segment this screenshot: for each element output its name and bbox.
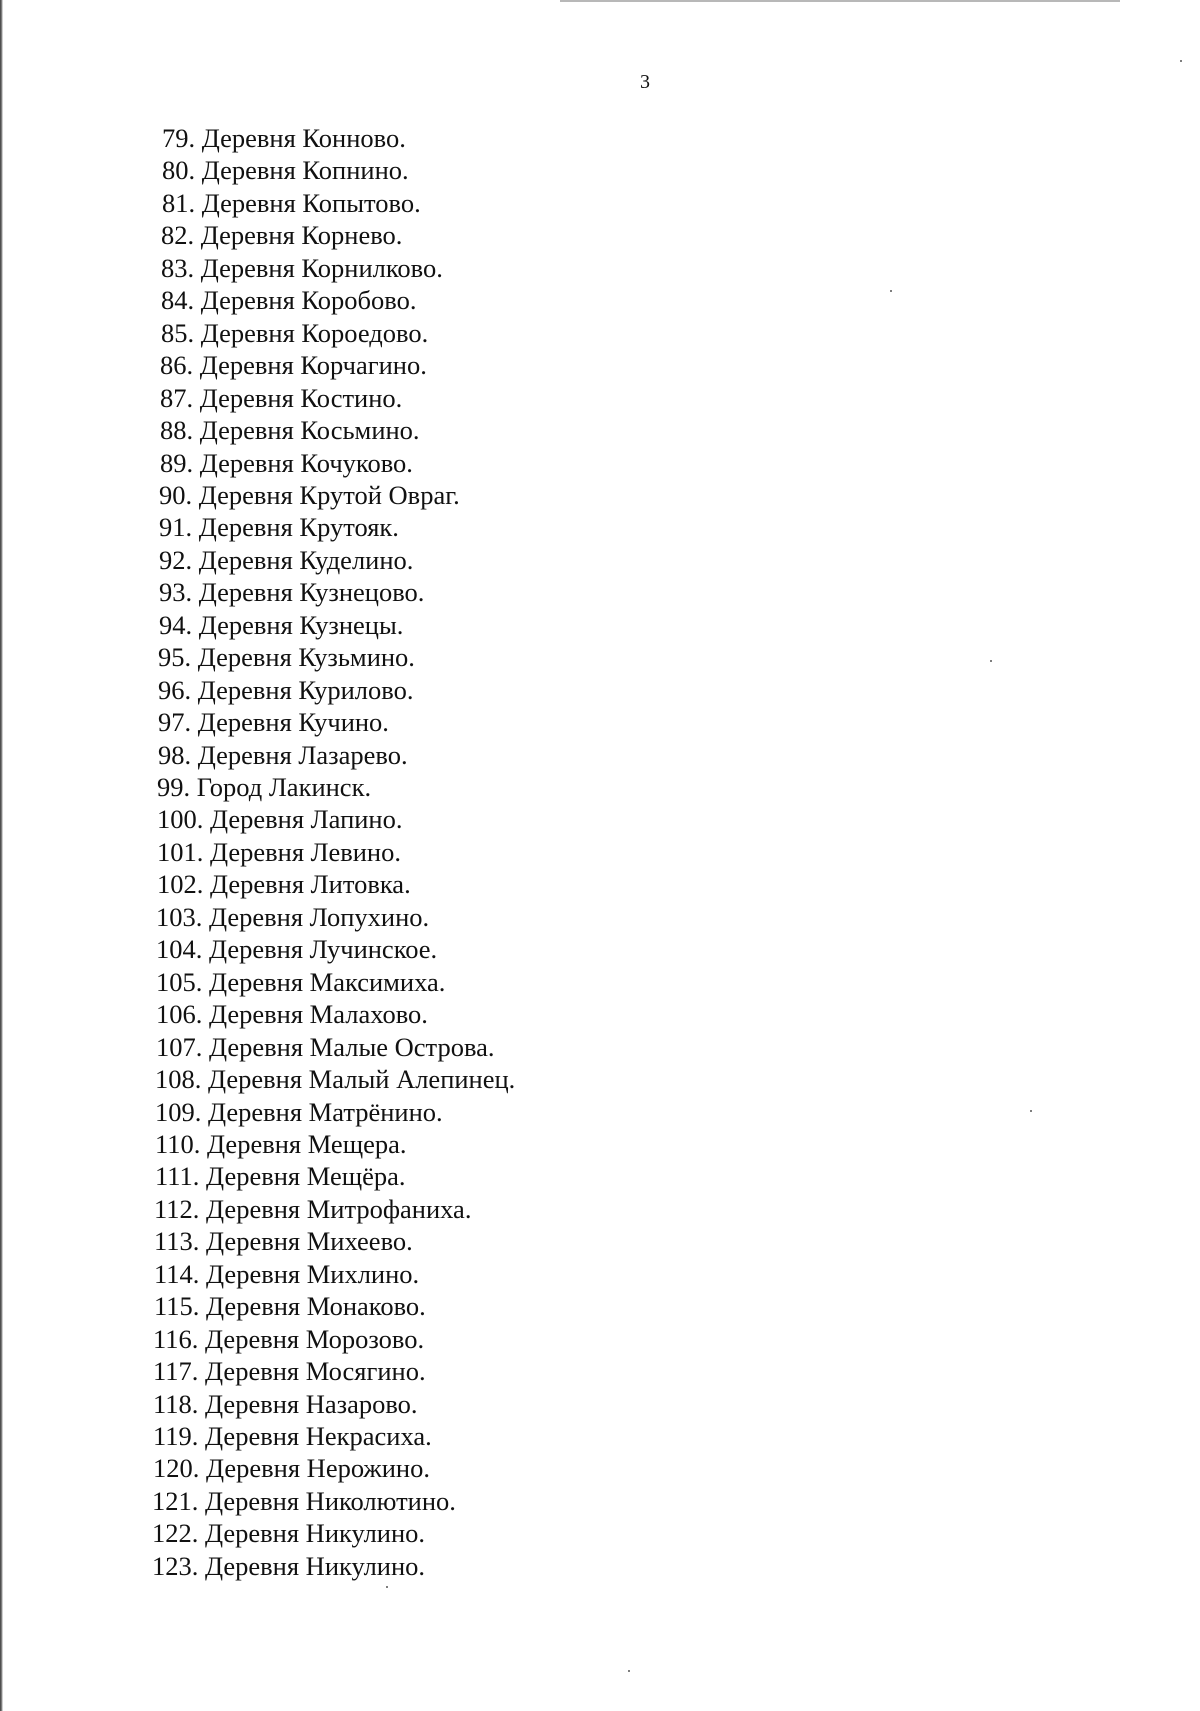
list-item-text: Деревня Конново. bbox=[201, 123, 406, 153]
list-item-text: Деревня Костино. bbox=[199, 382, 403, 413]
list-item-text: Деревня Мещера. bbox=[207, 1128, 407, 1159]
list-item bbox=[155, 1160, 406, 1192]
list-item-number: 85. bbox=[161, 317, 195, 348]
list-item bbox=[158, 674, 413, 706]
list-item-number: 98. bbox=[158, 739, 192, 770]
list-item-number: 107. bbox=[156, 1031, 203, 1062]
list-item bbox=[159, 576, 424, 608]
list-item-number: 120. bbox=[153, 1453, 200, 1484]
list-item bbox=[161, 219, 402, 251]
list-item-number: 94. bbox=[159, 609, 193, 640]
list-item-number: 119. bbox=[153, 1421, 199, 1451]
list-item-number: 92. bbox=[159, 544, 193, 575]
list-item-text: Деревня Михеево. bbox=[206, 1226, 413, 1257]
list-item-text: Деревня Максимиха. bbox=[209, 966, 446, 997]
scan-top-edge bbox=[560, 0, 1120, 2]
list-item-number: 100. bbox=[157, 804, 204, 835]
list-item-text: Деревня Корнево. bbox=[200, 220, 403, 251]
list-item bbox=[152, 1550, 425, 1582]
list-item-number: 116. bbox=[153, 1323, 199, 1354]
list-item bbox=[155, 1063, 515, 1095]
list-item bbox=[152, 1485, 456, 1517]
list-item bbox=[156, 966, 445, 998]
list-item-text: Деревня Лучинское. bbox=[209, 934, 438, 965]
list-item-number: 110. bbox=[155, 1128, 201, 1159]
list-item-text: Деревня Корнилково. bbox=[200, 252, 443, 283]
list-item bbox=[152, 1517, 425, 1549]
list-item-text: Деревня Назарово. bbox=[205, 1388, 418, 1419]
list-item bbox=[158, 641, 415, 673]
list-item-number: 123. bbox=[152, 1550, 199, 1581]
list-item bbox=[153, 1420, 432, 1452]
list-item bbox=[162, 154, 409, 186]
list-item bbox=[156, 998, 428, 1030]
list-item-text: Деревня Кучино. bbox=[197, 707, 389, 738]
list-item-text: Деревня Кочуково. bbox=[199, 447, 413, 478]
list-item bbox=[161, 317, 428, 349]
list-item-number: 89. bbox=[160, 447, 194, 478]
scan-speck bbox=[1180, 60, 1182, 62]
list-item-text: Деревня Монаково. bbox=[206, 1291, 426, 1322]
list-item-text: Деревня Морозово. bbox=[205, 1323, 425, 1354]
list-item-text: Деревня Курилово. bbox=[197, 674, 414, 705]
list-item-number: 97. bbox=[158, 707, 192, 738]
list-item-text: Деревня Кузнецы. bbox=[198, 609, 404, 640]
list-item bbox=[154, 1258, 419, 1290]
list-item-text: Деревня Малахово. bbox=[209, 999, 428, 1030]
list-item-text: Деревня Крутой Овраг. bbox=[198, 479, 460, 510]
list-item-number: 109. bbox=[155, 1096, 202, 1127]
list-item bbox=[156, 933, 437, 965]
list-item-number: 105. bbox=[156, 966, 203, 997]
list-item-text: Деревня Коробово. bbox=[200, 285, 417, 316]
list-item-number: 84. bbox=[161, 285, 195, 316]
list-item-text: Деревня Николютино. bbox=[205, 1485, 456, 1516]
list-item-text: Деревня Малый Алепинец. bbox=[208, 1064, 516, 1095]
list-item bbox=[158, 739, 408, 771]
list-item-text: Город Лакинск. bbox=[196, 772, 372, 802]
list-item bbox=[157, 868, 411, 900]
list-item bbox=[159, 609, 403, 641]
list-item bbox=[162, 122, 406, 154]
scan-speck bbox=[1030, 1110, 1032, 1112]
list-item bbox=[159, 479, 460, 511]
list-item bbox=[153, 1452, 430, 1484]
list-item-text: Деревня Некрасиха. bbox=[205, 1421, 432, 1451]
scan-speck bbox=[386, 1586, 388, 1588]
list-item-number: 101. bbox=[157, 836, 204, 867]
scan-speck bbox=[990, 660, 992, 662]
list-item bbox=[157, 803, 403, 835]
list-item-number: 102. bbox=[157, 869, 204, 900]
list-item-text: Деревня Михлино. bbox=[206, 1258, 420, 1289]
list-item-number: 114. bbox=[154, 1258, 200, 1289]
list-item-text: Деревня Митрофаниха. bbox=[206, 1193, 472, 1224]
list-item-number: 104. bbox=[156, 934, 203, 965]
list-item-number: 121. bbox=[152, 1485, 199, 1516]
list-item-text: Деревня Мосягино. bbox=[205, 1356, 426, 1387]
scan-speck bbox=[890, 290, 892, 292]
list-item-number: 117. bbox=[153, 1356, 199, 1387]
list-item bbox=[161, 284, 416, 316]
list-item-text: Деревня Левино. bbox=[210, 836, 401, 867]
list-item-text: Деревня Никулино. bbox=[205, 1550, 426, 1581]
list-item-number: 83. bbox=[161, 252, 195, 283]
list-item bbox=[155, 1096, 443, 1128]
list-item-text: Деревня Копытово. bbox=[201, 187, 421, 218]
list-item-number: 103. bbox=[156, 901, 203, 932]
list-item bbox=[153, 1355, 426, 1387]
list-item-number: 87. bbox=[160, 382, 194, 413]
list-item-number: 93. bbox=[159, 577, 193, 608]
list-item-number: 80. bbox=[162, 155, 196, 186]
list-item-number: 118. bbox=[153, 1388, 199, 1419]
list-item-text: Деревня Кузнецово. bbox=[198, 577, 425, 608]
list-item-text: Деревня Мещёра. bbox=[206, 1161, 406, 1192]
list-item bbox=[160, 382, 402, 414]
list-item bbox=[156, 1031, 495, 1063]
list-item-text: Деревня Лазарево. bbox=[197, 739, 408, 770]
list-item bbox=[153, 1388, 418, 1420]
list-item-text: Деревня Малые Острова. bbox=[209, 1031, 495, 1062]
list-item-text: Деревня Крутояк. bbox=[198, 512, 399, 543]
list-item-number: 111. bbox=[155, 1161, 200, 1192]
list-item bbox=[160, 414, 420, 446]
list-item bbox=[160, 447, 413, 479]
list-item-text: Деревня Косьмино. bbox=[199, 415, 420, 446]
list-item-number: 90. bbox=[159, 479, 193, 510]
list-item bbox=[153, 1323, 424, 1355]
list-item bbox=[159, 544, 413, 576]
list-item-number: 106. bbox=[156, 999, 203, 1030]
list-item-number: 108. bbox=[155, 1064, 202, 1095]
list-item-number: 88. bbox=[160, 415, 194, 446]
list-item-number: 79. bbox=[162, 123, 196, 153]
list-item-text: Деревня Короедово. bbox=[200, 317, 429, 348]
list-item bbox=[156, 901, 429, 933]
list-item-text: Деревня Лопухино. bbox=[209, 901, 430, 932]
list-item-text: Деревня Литовка. bbox=[210, 869, 411, 900]
scan-left-edge bbox=[0, 0, 3, 1711]
list-item-text: Деревня Кузьмино. bbox=[197, 642, 415, 673]
list-item bbox=[154, 1225, 413, 1257]
list-item-number: 115. bbox=[154, 1291, 200, 1322]
list-item-number: 86. bbox=[160, 350, 194, 381]
list-item bbox=[154, 1193, 471, 1225]
list-item bbox=[157, 836, 401, 868]
list-item-number: 99. bbox=[157, 772, 191, 802]
list-item-text: Деревня Корчагино. bbox=[199, 350, 427, 381]
list-item-number: 112. bbox=[154, 1193, 200, 1224]
list-item-number: 81. bbox=[162, 187, 196, 218]
scan-speck bbox=[628, 1670, 630, 1672]
list-item bbox=[155, 1128, 407, 1160]
list-item-number: 91. bbox=[159, 512, 193, 543]
list-item-number: 95. bbox=[158, 642, 192, 673]
list-item-text: Деревня Никулино. bbox=[205, 1518, 426, 1549]
list-item bbox=[161, 252, 443, 284]
list-item-text: Деревня Лапино. bbox=[210, 804, 403, 835]
list-item-number: 82. bbox=[161, 220, 195, 251]
list-item-text: Деревня Нерожино. bbox=[206, 1453, 430, 1484]
list-item-text: Деревня Куделино. bbox=[198, 544, 414, 575]
list-item bbox=[160, 349, 427, 381]
page-number: 3 bbox=[640, 71, 650, 93]
list-item bbox=[154, 1290, 426, 1322]
list-item-number: 113. bbox=[154, 1226, 200, 1257]
list-item-text: Деревня Матрёнино. bbox=[208, 1096, 443, 1127]
list-item bbox=[162, 187, 421, 219]
list-item bbox=[158, 706, 389, 738]
list-item-number: 122. bbox=[152, 1518, 199, 1549]
list-item bbox=[159, 511, 399, 543]
list-item bbox=[157, 771, 371, 803]
list-item-number: 96. bbox=[158, 674, 192, 705]
list-item-text: Деревня Копнино. bbox=[201, 155, 409, 186]
